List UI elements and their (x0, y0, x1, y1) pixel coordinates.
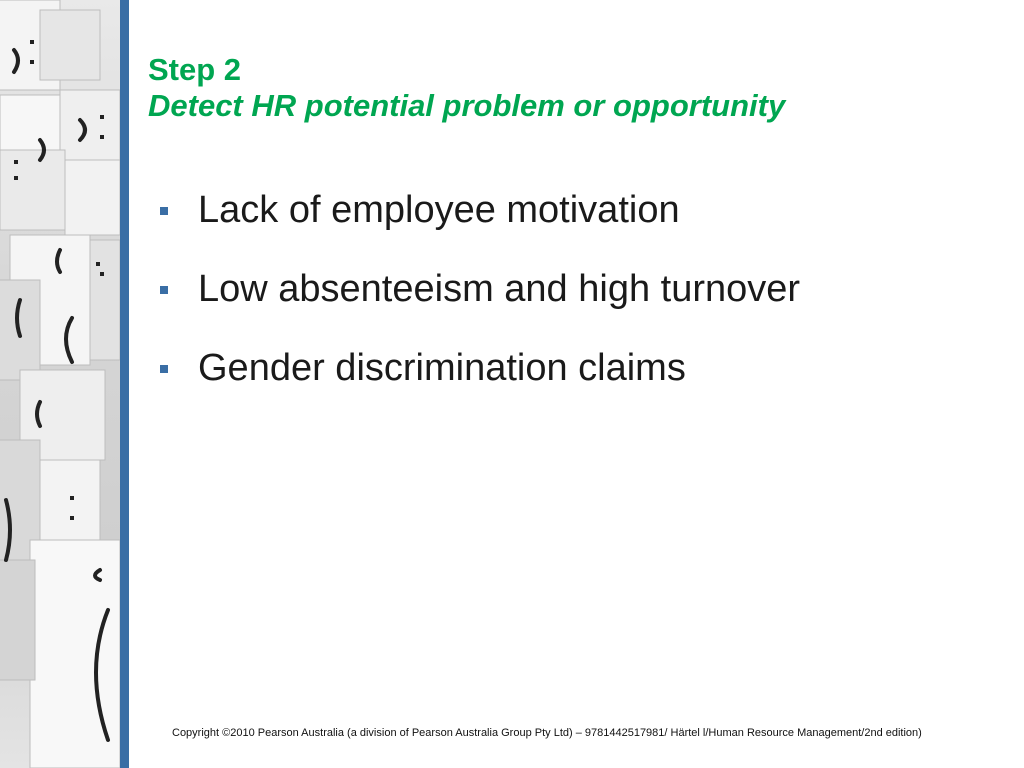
accent-bar (120, 0, 129, 768)
title-step: Step 2 (148, 52, 242, 87)
bullet-text: Low absenteeism and high turnover (198, 267, 801, 310)
square-bullet-icon (160, 365, 168, 373)
slide-title (148, 52, 785, 124)
bullet-list (160, 180, 800, 417)
bullet-text: Lack of employee motivation (198, 188, 680, 231)
title-subtitle: Detect HR potential problem or opportunity (148, 88, 786, 123)
square-bullet-icon (160, 286, 168, 294)
copyright-footer: Copyright ©2010 Pearson Australia (a division of Pearson Australia Group Pty Ltd) – 9781442517981/ Härtel l/Human Resource Management/2nd edition) (172, 727, 922, 739)
smiley-cubes-image (0, 0, 120, 768)
list-item (160, 338, 800, 398)
bullet-text: Gender discrimination claims (198, 346, 686, 389)
square-bullet-icon (160, 207, 168, 215)
list-item (160, 180, 800, 240)
list-item (160, 259, 800, 319)
